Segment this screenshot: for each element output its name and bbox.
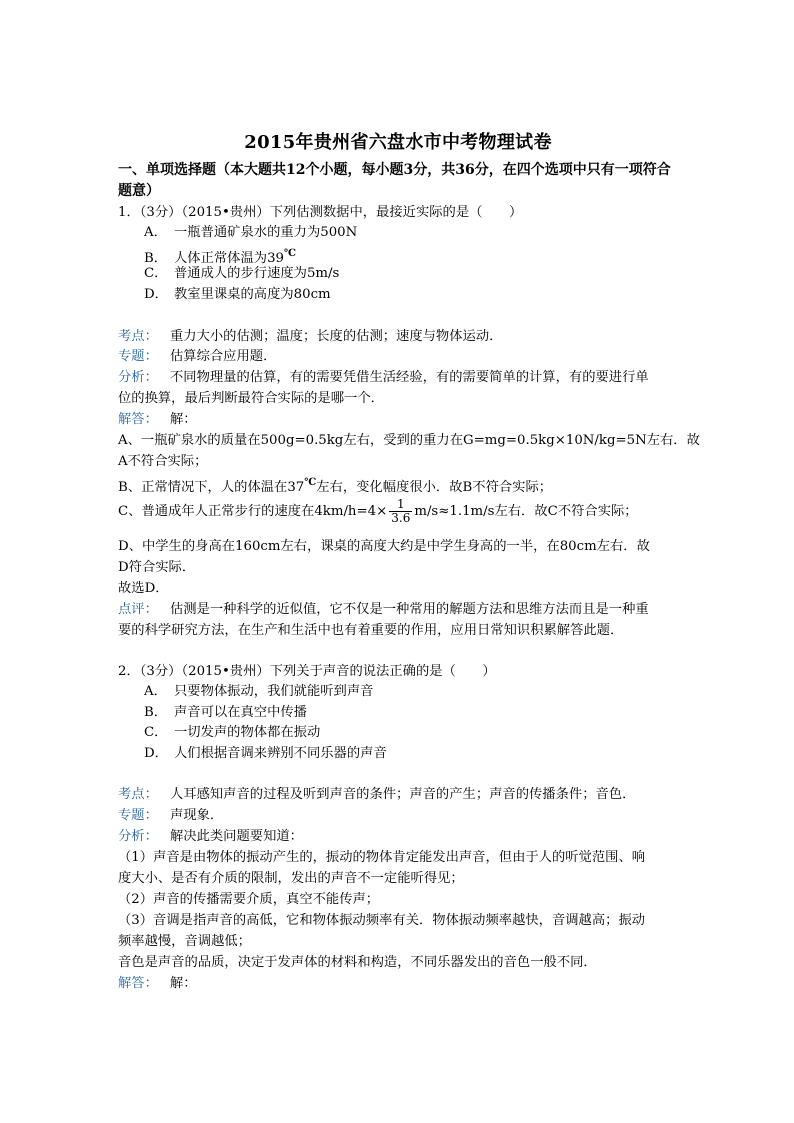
q1-option-d: D． 教室里课桌的高度为80cm xyxy=(144,287,331,302)
q1-zhuanti: 专题： 估算综合应用题． xyxy=(118,349,277,364)
q1-option-c: C． 普通成人的步行速度为5m/s xyxy=(144,266,340,281)
q2-point-2: （2）声音的传播需要介质，真空不能传声； xyxy=(118,892,380,907)
q1-fenxi-cont: 位的换算，最后判断最符合实际的是哪一个． xyxy=(118,391,384,406)
q1-answer-b: B、正常情况下，人的体温在37℃左右，变化幅度很小．故B不符合实际； xyxy=(118,477,553,495)
q1-kaodian: 考点： 重力大小的估测；温度；长度的估测；速度与物体运动． xyxy=(118,329,503,344)
q2-point-1: （1）声音是由物体的振动产生的，振动的物体肯定能发出声音，但由于人的听觉范围、响 xyxy=(118,850,646,865)
q2-point-3-cont: 频率越慢，音调越低； xyxy=(118,934,251,949)
q2-option-d: D． 人们根据音调来辨别不同乐器的声音 xyxy=(144,746,387,761)
page-title: 2015年贵州省六盘水市中考物理试卷 xyxy=(244,132,552,153)
q1-answer-a: A、一瓶矿泉水的质量在500g=0.5kg左右，受到的重力在G=mg=0.5kg×10N/kg=5N左右．故 xyxy=(118,433,700,448)
q1-dianping: 点评： 估测是一种科学的近似值，它不仅是一种常用的解题方法和思维方法而且是一种重 xyxy=(118,602,649,617)
q1-answer-c: C、普通成年人正常步行的速度在4km/h=4× $\frac{1}{3.6}$ m/s≈1.1m/s左右．故C不符合实际； xyxy=(118,497,638,525)
q1-answer-d-cont: D符合实际． xyxy=(118,560,196,575)
q2-point-1-cont: 度大小、是否有介质的限制，发出的声音不一定能听得见； xyxy=(118,871,464,886)
q2-fenxi: 分析： 解决此类问题要知道： xyxy=(118,829,303,844)
q1-fenxi: 分析： 不同物理量的估算，有的需要凭借生活经验，有的需要简单的计算，有的要进行单 xyxy=(118,370,649,385)
q1-option-a: A． 一瓶普通矿泉水的重力为500N xyxy=(144,225,358,240)
section-heading: 一、单项选择题（本大题共12个小题，每小题3分，共36分，在四个选项中只有一项符合题意） xyxy=(118,162,671,199)
q1-option-b: B． 人体正常体温为39℃ xyxy=(144,248,296,266)
q2-zhuanti: 专题： 声现象． xyxy=(118,808,224,823)
question-1-stem: 1．（3分）（2015•贵州）下列估测数据中，最接近实际的是（ ） xyxy=(118,205,523,220)
q1-dianping-cont: 要的科学研究方法，在生产和生活中也有着重要的作用，应用日常知识积累解答此题． xyxy=(118,623,624,638)
fraction: $\frac{1}{3.6}$ xyxy=(391,497,411,525)
q1-choice: 故选D． xyxy=(118,581,169,596)
q2-point-4: 音色是声音的品质，决定于发声体的材料和构造，不同乐器发出的音色一般不同． xyxy=(118,955,597,970)
q1-answer-d: D、中学生的身高在160cm左右，课桌的高度大约是中学生身高的一半，在80cm左右．故 xyxy=(118,539,650,554)
question-2-stem: 2．（3分）（2015•贵州）下列关于声音的说法正确的是（ ） xyxy=(118,664,496,679)
q2-option-c: C． 一切发声的物体都在振动 xyxy=(144,725,321,740)
q2-jieda: 解答： 解： xyxy=(118,976,197,991)
q1-answer-a-cont: A不符合实际； xyxy=(118,454,208,469)
q2-option-b: B． 声音可以在真空中传播 xyxy=(144,705,307,720)
q2-point-3: （3）音调是指声音的高低，它和物体振动频率有关．物体振动频率越快，音调越高；振动 xyxy=(118,913,646,928)
q2-option-a: A． 只要物体振动，我们就能听到声音 xyxy=(144,684,374,699)
q1-jieda: 解答： 解： xyxy=(118,412,197,427)
q2-kaodian: 考点： 人耳感知声音的过程及听到声音的条件；声音的产生；声音的传播条件；音色． xyxy=(118,787,636,802)
